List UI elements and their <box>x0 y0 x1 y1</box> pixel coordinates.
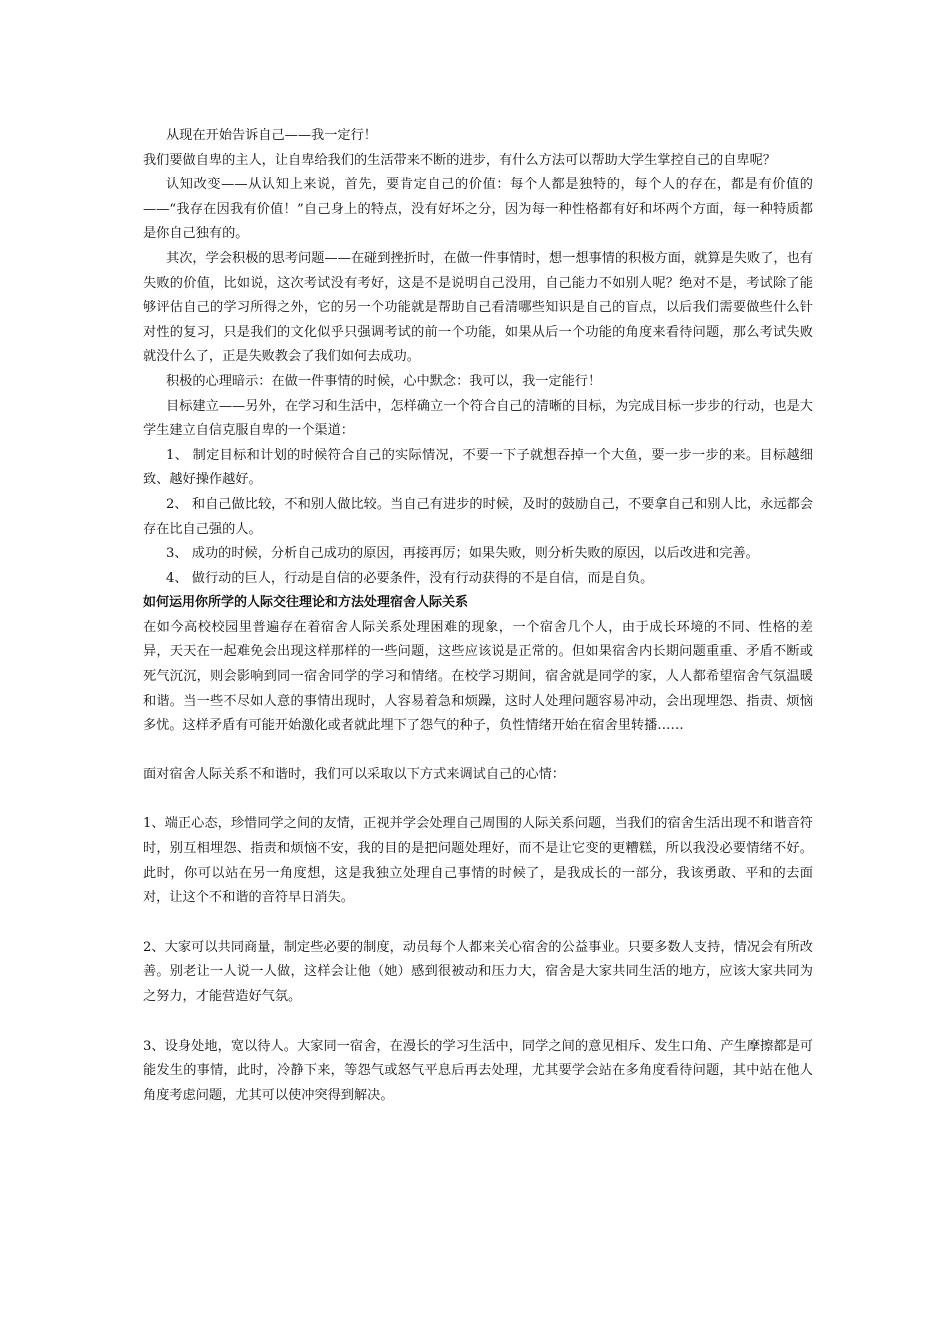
list-item-1: 1、 制定目标和计划的时候符合自己的实际情况，不要一下子就想吞掉一个大鱼，要一步一步的来。目标越细致、越好操作越好。 <box>143 447 813 488</box>
paragraph-4: 其次，学会积极的思考问题——在碰到挫折时，在做一件事情时，想一想事情的积极方面，就算是失败了，也有失败的价值，比如说，这次考试没有考好，这是不是说明自己没用，自己能力不如别人呢？绝对不是，考试除了能够评估自己的学习所得之外，它的另一个功能就是帮助自己看清哪些知识是自己的盲点，以后我们需要做些什么针对性的复习，只是我们的文化似乎只强调考试的前一个功能，如果从后一个功能的角度来看待问题，那么考试失败就没什么了，正是失败教会了我们如何去成功。 <box>143 250 813 365</box>
list-item-2: 2、 和自己做比较，不和别人做比较。当自己有进步的时候，及时的鼓励自己，不要拿自己和别人比，永远都会存在比自己强的人。 <box>143 496 813 537</box>
section-heading: 如何运用你所学的人际交往理论和方法处理宿舍人际关系 <box>143 595 469 611</box>
paragraph-12: 面对宿舍人际关系不和谐时，我们可以采取以下方式来调试自己的心情： <box>143 766 565 782</box>
paragraph-13: 1、端正心态，珍惜同学之间的友情，正视并学会处理自己周围的人际关系问题，当我们的宿舍生活出现不和谐音符时，别互相埋怨、指责和烦恼不安，我的目的是把问题处理好，而不是让它变的更糟糕，所以我没必要情绪不好。此时，你可以站在另一角度想，这是我独立处理自己事情的时候了，是我成长的一部分，我该勇敢、平和的去面对，让这个不和谐的音符早日消失。 <box>143 816 813 906</box>
spacer <box>143 787 813 812</box>
spacer <box>143 1010 813 1035</box>
paragraph-3: 认知改变——从认知上来说，首先，要肯定自己的价值：每个人都是独特的，每个人的存在，都是有价值的——“我存在因我有价值！”自己身上的特点，没有好坏之分，因为每一种性格都有好和坏两个方面，每一种特质都是你自己独有的。 <box>143 177 813 242</box>
paragraph-14: 2、大家可以共同商量，制定些必要的制度，动员每个人都来关心宿舍的公益事业。只要多数人支持，情况会有所改善。别老让一人说一人做，这样会让他（她）感到很被动和压力大，宿舍是大家共同生活的地方，应该大家共同为之努力，才能营造好气氛。 <box>143 939 813 1004</box>
paragraph-5: 积极的心理暗示：在做一件事情的时候，心中默念：我可以，我一定能行！ <box>166 373 602 389</box>
paragraph-15: 3、设身处地，宽以待人。大家同一宿舍，在漫长的学习生活中，同学之间的意见相斥、发生口角、产生摩擦都是可能发生的事情，此时，冷静下来，等怨气或怒气平息后再去处理，尤其要学会站在多角度看待问题，其中站在他人角度考虑问题，尤其可以使冲突得到解决。 <box>143 1038 813 1103</box>
paragraph-11: 在如今高校校园里普遍存在着宿舍人际关系处理困难的现象，一个宿舍几个人，由于成长环境的不同、性格的差异，天天在一起难免会出现这样那样的一些问题，这些应该说是正常的。但如果宿舍内长期问题重重、矛盾不断或死气沉沉，则会影响到同一宿舍同学的学习和情绪。在校学习期间，宿舍就是同学的家，人人都希望宿舍气氛温暖和谐。当一些不尽如人意的事情出现时，人容易着急和烦躁，这时人处理问题容易冲动，会出现埋怨、指责、烦恼多忧。这样矛盾有可能开始激化或者就此埋下了怨气的种子，负性情绪开始在宿舍里转播…… <box>143 619 813 734</box>
paragraph-2: 我们要做自卑的主人，让自卑给我们的生活带来不断的进步，有什么方法可以帮助大学生掌控自己的自卑呢？ <box>143 152 776 168</box>
list-item-3: 3、 成功的时候，分析自己成功的原因，再接再厉；如果失败，则分析失败的原因，以后改进和完善。 <box>166 546 759 562</box>
paragraph-1: 从现在开始告诉自己——我一定行！ <box>166 128 377 143</box>
list-item-4: 4、 做行动的巨人，行动是自信的必要条件，没有行动获得的不是自信，而是自负。 <box>166 570 654 586</box>
paragraph-6: 目标建立——另外，在学习和生活中，怎样确立一个符合自己的清晰的目标，为完成目标一步步的行动，也是大学生建立自信克服自卑的一个渠道： <box>143 398 813 439</box>
spacer <box>143 911 813 936</box>
spacer <box>143 739 813 763</box>
document-body <box>143 124 813 1108</box>
